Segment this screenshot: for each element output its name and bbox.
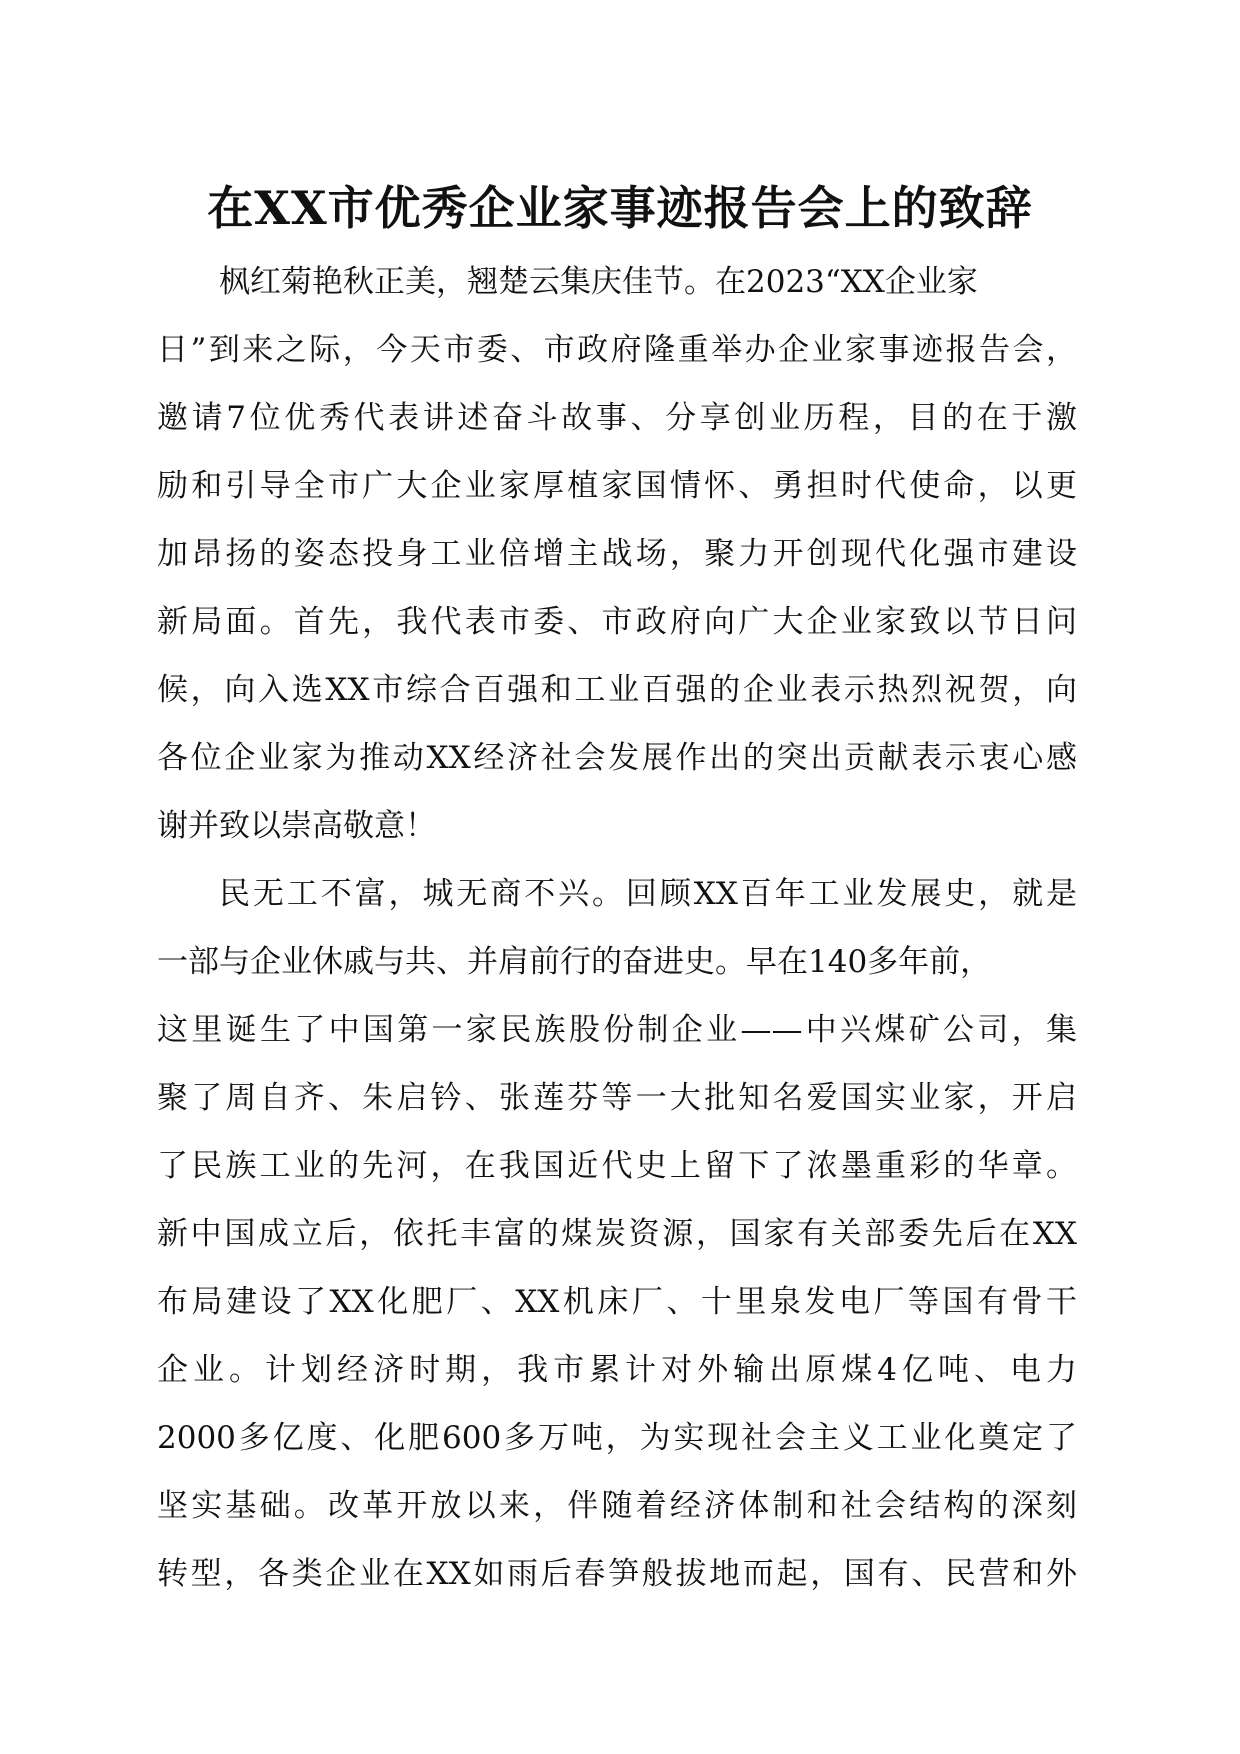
paragraph-1-line-1: 枫红菊艳秋正美，翘楚云集庆佳节。在2023“XX企业家 xyxy=(219,264,978,300)
paragraph-1-line-9: 谢并致以崇高敬意！ xyxy=(157,808,436,844)
paragraph-1-line-8: 各位企业家为推动XX经济社会发展作出的突出贡献表示衷心感 xyxy=(157,740,1077,776)
paragraph-2-line-5: 了民族工业的先河，在我国近代史上留下了浓墨重彩的华章。 xyxy=(157,1148,1077,1184)
paragraph-1-line-2: 日”到来之际，今天市委、市政府隆重举办企业家事迹报告会， xyxy=(157,332,1077,368)
paragraph-2-line-7: 布局建设了XX化肥厂、XX机床厂、十里泉发电厂等国有骨干 xyxy=(157,1284,1077,1320)
paragraph-2-line-11: 转型，各类企业在XX如雨后春笋般拔地而起，国有、民营和外 xyxy=(157,1556,1077,1592)
paragraph-2-line-1: 民无工不富，城无商不兴。回顾XX百年工业发展史，就是 xyxy=(219,876,1077,912)
document-body xyxy=(157,248,1077,1608)
paragraph-2-line-9: 2000多亿度、化肥600多万吨，为实现社会主义工业化奠定了 xyxy=(157,1420,1077,1456)
paragraph-1-line-6: 新局面。首先，我代表市委、市政府向广大企业家致以节日问 xyxy=(157,604,1077,640)
paragraph-2-line-8: 企业。计划经济时期，我市累计对外输出原煤4亿吨、电力 xyxy=(157,1352,1077,1388)
document-title: 在XX市优秀企业家事迹报告会上的致辞 xyxy=(207,181,1033,235)
paragraph-1-line-7: 候，向入选XX市综合百强和工业百强的企业表示热烈祝贺，向 xyxy=(157,672,1077,708)
paragraph-2-line-6: 新中国成立后，依托丰富的煤炭资源，国家有关部委先后在XX xyxy=(157,1216,1077,1252)
paragraph-1-line-4: 励和引导全市广大企业家厚植家国情怀、勇担时代使命，以更 xyxy=(157,468,1077,504)
paragraph-2-line-10: 坚实基础。改革开放以来，伴随着经济体制和社会结构的深刻 xyxy=(157,1488,1077,1524)
paragraph-2-line-4: 聚了周自齐、朱启钤、张莲芬等一大批知名爱国实业家，开启 xyxy=(157,1080,1077,1116)
paragraph-1-line-3: 邀请7位优秀代表讲述奋斗故事、分享创业历程，目的在于激 xyxy=(157,400,1077,436)
paragraph-2-line-3: 这里诞生了中国第一家民族股份制企业——中兴煤矿公司，集 xyxy=(157,1012,1077,1048)
paragraph-1-line-5: 加昂扬的姿态投身工业倍增主战场，聚力开创现代化强市建设 xyxy=(157,536,1077,572)
paragraph-2-line-2: 一部与企业休戚与共、并肩前行的奋进史。早在140多年前， xyxy=(157,944,992,980)
